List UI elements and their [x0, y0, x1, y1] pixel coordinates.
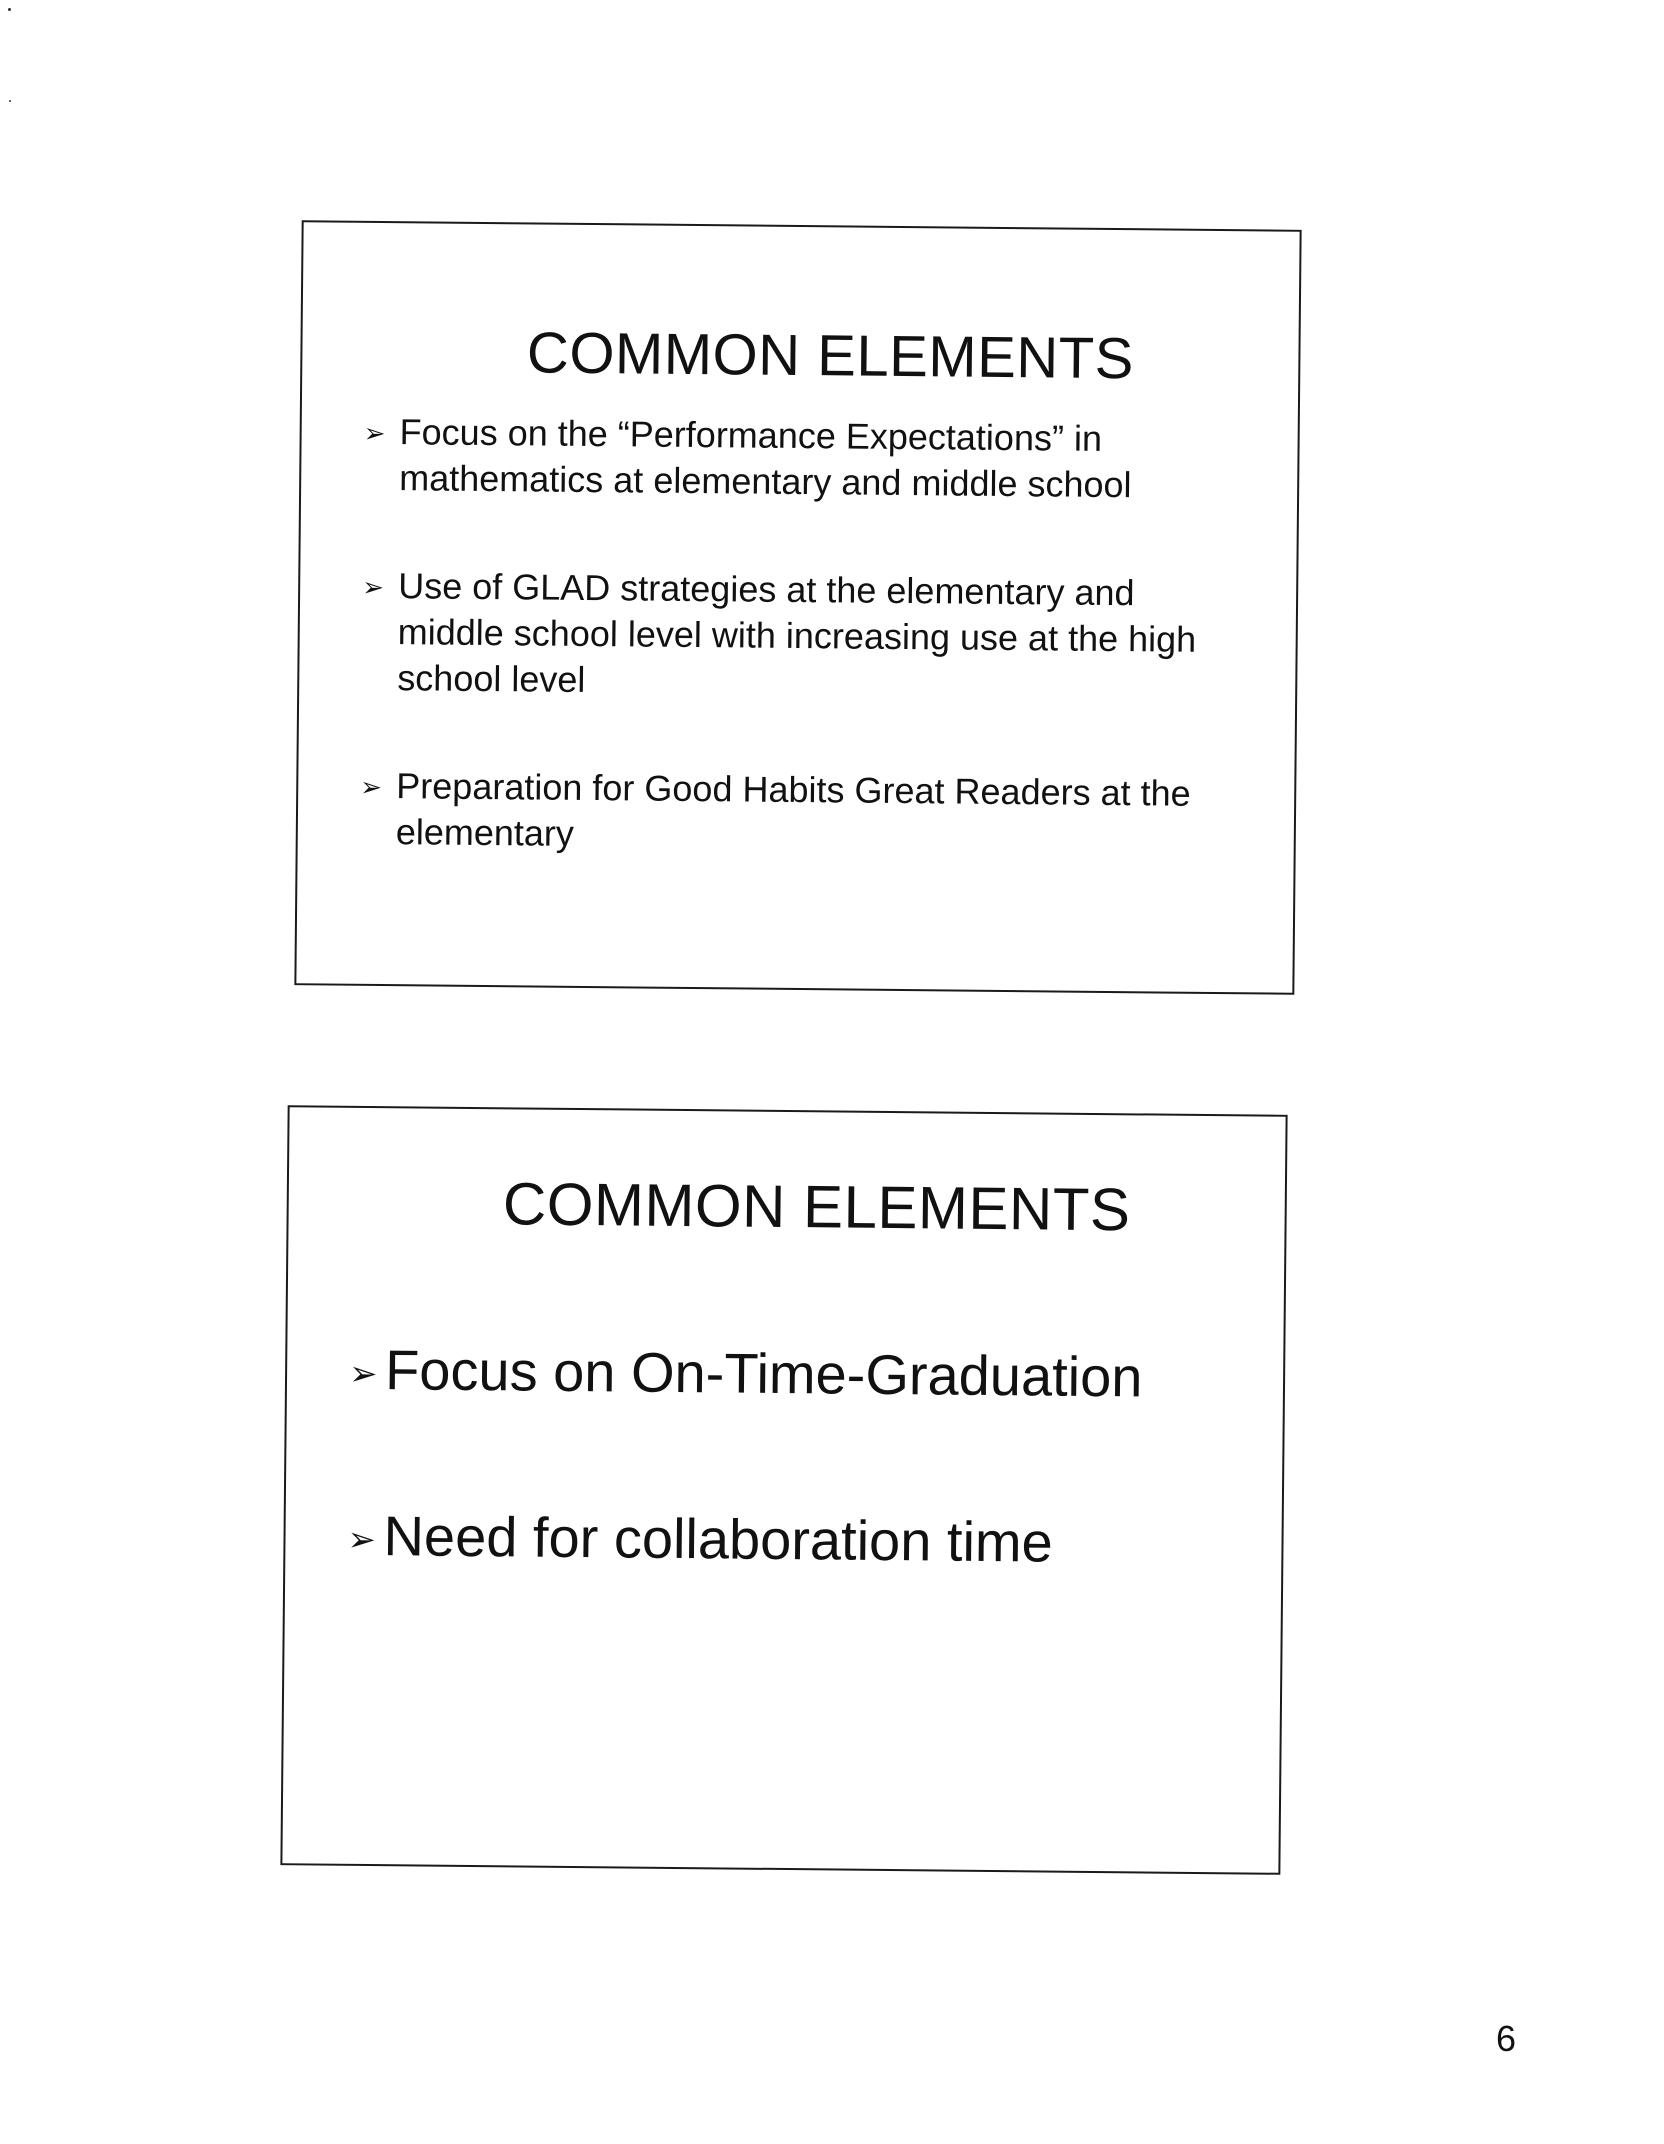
bullet-text: Focus on the “Performance Expectations” in mathematics at elementary and middle school: [399, 411, 1132, 506]
arrow-bullet-icon: ➢: [347, 1519, 377, 1561]
bullet-item: [349, 1338, 1230, 1414]
slide-title: COMMON ELEMENTS: [502, 1170, 1131, 1244]
bullet-list: [346, 1338, 1229, 1678]
bullet-item: [363, 409, 1244, 509]
bullet-text: Focus on On-Time-Graduation: [384, 1338, 1143, 1409]
bullet-text: Preparation for Good Habits Great Readers at the elementary: [395, 765, 1191, 854]
arrow-bullet-icon: ➢: [360, 772, 383, 804]
bullet-text: Use of GLAD strategies at the elementary and middle school level with increasing use at the high school level: [397, 565, 1197, 700]
bullet-list: [359, 409, 1244, 925]
bullet-item: [347, 1504, 1228, 1580]
bullet-item: [360, 763, 1241, 863]
bullet-item: [361, 563, 1242, 709]
slide-title: COMMON ELEMENTS: [526, 320, 1135, 392]
arrow-bullet-icon: ➢: [363, 418, 386, 450]
bullet-text: Need for collaboration time: [383, 1504, 1054, 1574]
arrow-bullet-icon: ➢: [348, 1353, 378, 1395]
slide-1: [294, 220, 1301, 995]
slide-2: [280, 1105, 1287, 1875]
page-number: 6: [1495, 2018, 1516, 2059]
scan-speck: [8, 8, 11, 11]
arrow-bullet-icon: ➢: [362, 572, 385, 604]
scan-speck: [9, 100, 11, 102]
